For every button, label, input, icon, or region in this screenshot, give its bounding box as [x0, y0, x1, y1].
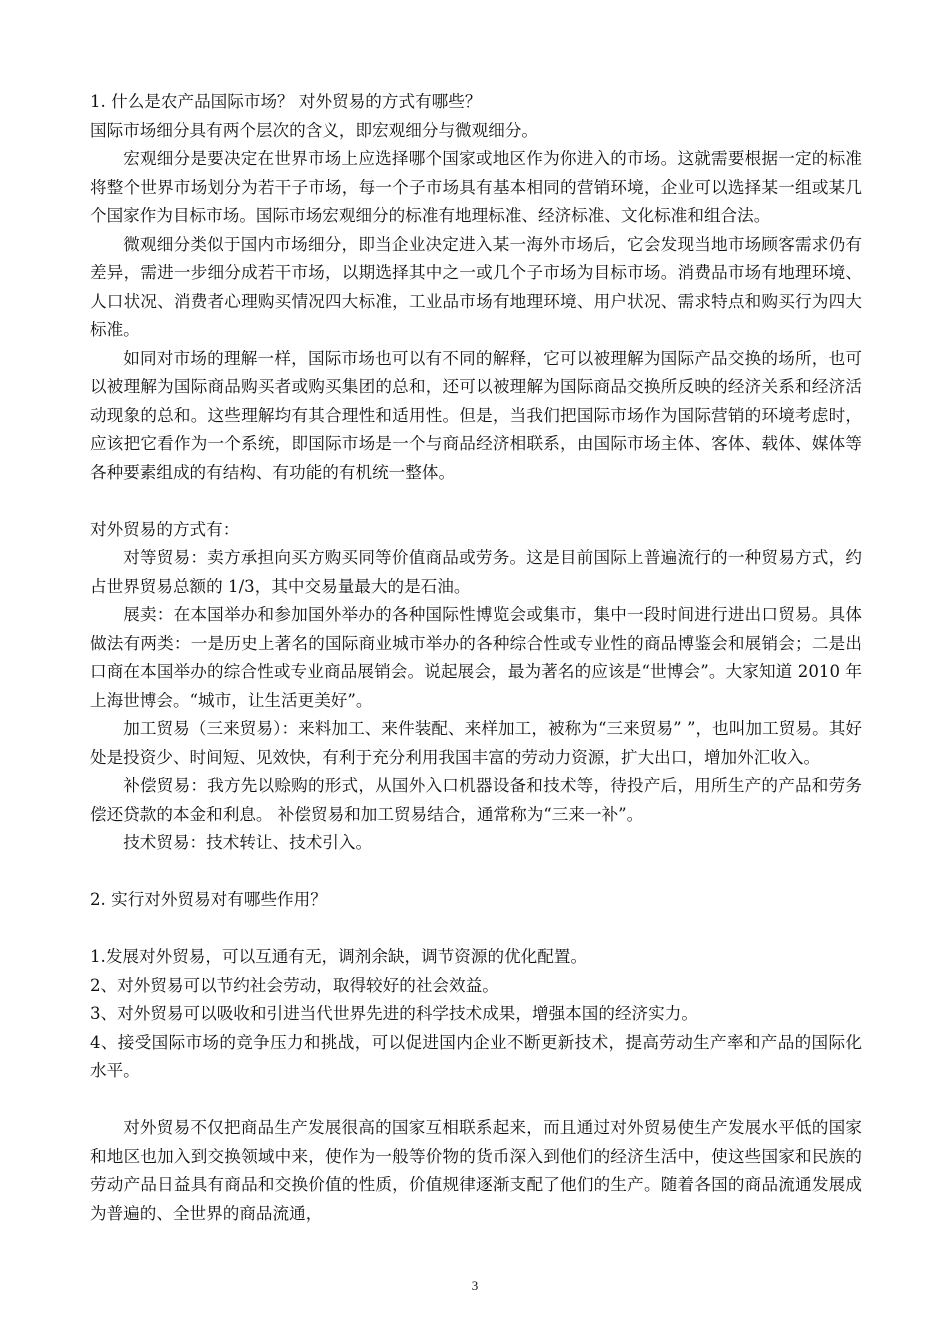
question-1-title: 1. 什么是农产品国际市场？ 对外贸易的方式有哪些？: [90, 92, 482, 111]
trade-methods-heading: 对外贸易的方式有：: [90, 519, 240, 539]
reciprocal-trade-paragraph: 对等贸易：卖方承担向买方购买同等价值商品或劳务。这是目前国际上普遍流行的一种贸易方式，约占世界贸易总额的 1/3，其中交易量最大的是石油。: [90, 548, 862, 596]
technology-trade-paragraph: 技术贸易：技术转让、技术引入。: [123, 833, 373, 852]
effect-item-3: 3、对外贸易可以吸收和引进当代世界先进的科学技术成果，增强本国的经济实力。: [90, 1004, 698, 1023]
micro-segmentation-paragraph: 微观细分类似于国内市场细分，即当企业决定进入某一海外市场后，它会发现当地市场顾客需求仍有差异，需进一步细分成若干市场，以期选择其中之一或几个子市场为目标市场。消费品市场有地理环境、人口状况、消费者心理购买情况四大标准，工业品市场有地理环境、用户状况、需求特点和购买行为四大标准。: [90, 234, 862, 339]
section-spacer: [90, 915, 862, 944]
document-body: [90, 88, 862, 1228]
effect-item-2: 2、对外贸易可以节约社会劳动，取得较好的社会效益。: [90, 975, 499, 995]
macro-segmentation-paragraph: 宏观细分是要决定在世界市场上应选择哪个国家或地区作为你进入的市场。这就需要根据一定的标准将整个世界市场划分为若干子市场，每一个子市场具有基本相同的营销环境，企业可以选择某一组或某几个国家作为目标市场。国际市场宏观细分的标准有地理标准、经济标准、文化标准和组合法。: [90, 149, 862, 225]
effect-item-1: 1.发展对外贸易，可以互通有无，调剂余缺，调节资源的优化配置。: [90, 947, 588, 966]
section-spacer: [90, 1086, 862, 1115]
compensation-trade-paragraph: 补偿贸易：我方先以赊购的形式，从国外入口机器设备和技术等，待投产后，用所生产的产品和劳务偿还贷款的本金和利息。 补偿贸易和加工贸易结合，通常称为“三来一补”。: [90, 776, 862, 824]
closing-paragraph: 对外贸易不仅把商品生产发展很高的国家互相联系起来，而且通过对外贸易使生产发展水平低的国家和地区也加入到交换领域中来，使作为一般等价物的货币深入到他们的经济生活中，使这些国家和民族的劳动产品日益具有商品和交换价值的性质，价值规律逐渐支配了他们的生产。随着各国的商品流通发展成为普遍的、全世界的商品流通，: [90, 1118, 862, 1223]
market-definition-paragraph: 如同对市场的理解一样，国际市场也可以有不同的解释，它可以被理解为国际产品交换的场所，也可以被理解为国际商品购买者或购买集团的总和，还可以被理解为国际商品交换所反映的经济关系和经济活动现象的总和。这些理解均有其合理性和适用性。但是，当我们把国际市场作为国际营销的环境考虑时，应该把它看作为一个系统，即国际市场是一个与商品经济相联系，由国际市场主体、客体、载体、媒体等各种要素组成的有结构、有功能的有机统一整体。: [90, 348, 862, 482]
section-spacer: [90, 487, 862, 516]
segmentation-intro: 国际市场细分具有两个层次的含义，即宏观细分与微观细分。: [90, 120, 539, 140]
page-number: 3: [471, 1278, 479, 1293]
effect-item-4: 4、接受国际市场的竞争压力和挑战，可以促进国内企业不断更新技术，提高劳动生产率和产品的国际化水平。: [90, 1032, 862, 1080]
section-spacer: [90, 858, 862, 887]
question-2-title: 2. 实行对外贸易对有哪些作用？: [90, 890, 327, 909]
exhibition-sale-paragraph: 展卖：在本国举办和参加国外举办的各种国际性博览会或集市，集中一段时间进行进出口贸易。具体做法有两类：一是历史上著名的国际商业城市举办的各种综合性或专业性的商品博鉴会和展销会；二是出口商在本国举办的综合性或专业商品展销会。说起展会，最为著名的应该是“世博会”。大家知道 2010 年上海世博会。“城市，让生活更美好”。: [90, 605, 862, 710]
processing-trade-paragraph: 加工贸易（三来贸易）：来料加工、来件装配、来样加工，被称为“三来贸易” ”，也叫加工贸易。其好处是投资少、时间短、见效快，有利于充分利用我国丰富的劳动力资源，扩大出口，增加外汇收入。: [90, 719, 862, 767]
